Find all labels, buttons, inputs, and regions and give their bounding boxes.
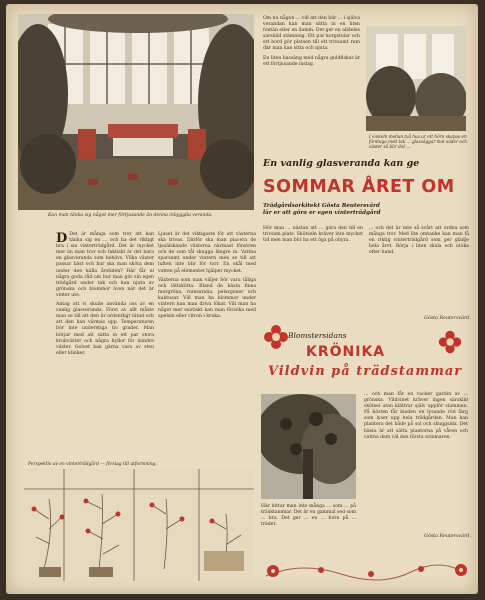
article-byline [263, 203, 473, 217]
article-kicker: En vanlig glasveranda kan ge [263, 158, 420, 169]
veranda-photo-caption: Kan man tänka sig något mer förtjusande än denna inbyggda veranda. [48, 213, 213, 218]
byline-author: Trädgårdsarkitekt Gösta Reutersvärd [263, 203, 380, 209]
article-column-3b-text: En liten bassäng med några guldfiskar är ett förtjusande inslag. [263, 55, 360, 67]
article-column-1 [56, 232, 154, 357]
sketch-caption: Perspektiv av en vinterträdgård — förslag till utformning. [28, 462, 157, 467]
article-signature: Gösta Reutersvärd. [424, 316, 472, 321]
article-column-4 [263, 226, 363, 244]
article-column-1-body: Det är många som tror att kan tänka sig en ... och ha det riktigt bra i sin vinterträdgård. Det är mycket mer än man tror och faktiskt är det bara en glasveranda som behövs. Vilka växter passar bäst och hur ska man sköta dem under den kalla årstiden? Här får ni några goda råd om hur man gör sin egen trädgård under tak och kan njuta av grönska och blommor även när det är vinter ute. [56, 232, 154, 298]
article-column-3-text: Om nu någon ... vill att den blir ... i själva verandan kan man sätta in en liten fontän eller en damm. Det ger en alldeles särskild stämning. Ett par korgstolar och ett bord gör platsen till ett trivsamt rum där man kan sitta och njuta. [263, 16, 360, 52]
article-column-5-text: ... och det är inte så svårt att ordna som många tror. Med lite omtanke kan man få en riktig vinterträdgård som ger glädje hela året. Börja i liten skala och utöka efter hand. [369, 226, 469, 256]
article-column-1b-text: Antag att vi skulle använda oss av en vanlig glasveranda. Först av allt måste man se till att den är ordentligt tätad och att den kan värmas upp. Temperaturen bör inte understiga tio grader. Man börjar med att sätta in ett par stora krukväxter och några hyllor för mindre växter. Golvet kan gärna vara av sten eller klinker. [56, 302, 154, 356]
chronicle-column-1 [261, 504, 356, 528]
article-column-1-text [56, 232, 154, 299]
chronicle-signature: Gösta Reutersvärd. [424, 534, 472, 539]
ivy-tree-photo [261, 394, 356, 499]
chronicle-column-2-text: ... och man får en vacker gardin av ... grönska. Vildvinet kräver ingen särskild skötsel utan klättrar själv uppför stammen. På hösten får bladen en lysande röd färg som lyser upp hela trädgården. Man kan plantera det både på sol och skuggsida. Det bästa är att sätta plantorna på våren och vattna dem väl den första sommaren. [364, 392, 468, 440]
drop-cap: D [56, 231, 68, 246]
article-column-2b-text: Växterna som man väljer bör vara tåliga och lättskötta. Bland de bästa finns murgröna, rumsaralia, pelargoner och kaktusar. Vill man ha blommor under vintern kan man driva lökar. Vill man ha något mer exotiskt kan man försöka med apelsin eller citron i kruka. [158, 277, 256, 320]
article-column-4-text: Hör man ... nästan att ... göra den till en trivsam plats. Skötseln kräver inte mycket tid men man bör ha ett öga på ohyra. [263, 226, 363, 244]
article-column-2-text: Ljuset är det viktigaste för att växterna ska trivas. Därför ska man placera de ljusälskande växterna närmast fönstren och de som tål skugga längre in. Vattna sparsamt under vintern men se till att luften inte blir för torr. En skål med vatten på elementet hjälper mycket. [158, 232, 256, 274]
chronicle-label: Blomstersidans [288, 331, 347, 340]
veranda-photo [18, 14, 254, 210]
chronicle-subtitle: Vildvin på trädstammar [267, 364, 463, 379]
chronicle-title: KRÖNIKA [306, 344, 386, 360]
corner-photo-caption: I vinkeln mellan två hus ur ett hörn skapas en förstuga med tak ... glasväggar mot söder och väster så blir det ... [369, 134, 467, 149]
corner-photo [366, 26, 466, 131]
article-headline: SOMMAR ÅRET OM [263, 177, 455, 197]
article-column-5 [369, 226, 469, 256]
flower-ornament-icon [261, 322, 291, 352]
floral-border [261, 556, 471, 586]
article-column-3 [263, 16, 360, 68]
magazine-page [6, 4, 478, 594]
winter-garden-sketch [24, 469, 254, 581]
article-column-2 [158, 232, 256, 320]
chronicle-column-2 [364, 392, 468, 441]
byline-tagline: lär er att göra er egen vinterträdgård [263, 210, 381, 216]
chronicle-column-1-text: Här hittar man inte många ... som ... på trädstammar. Det är en gammal sed som ... bra. Det ger ... en ... form på ... trädet. [261, 504, 356, 528]
